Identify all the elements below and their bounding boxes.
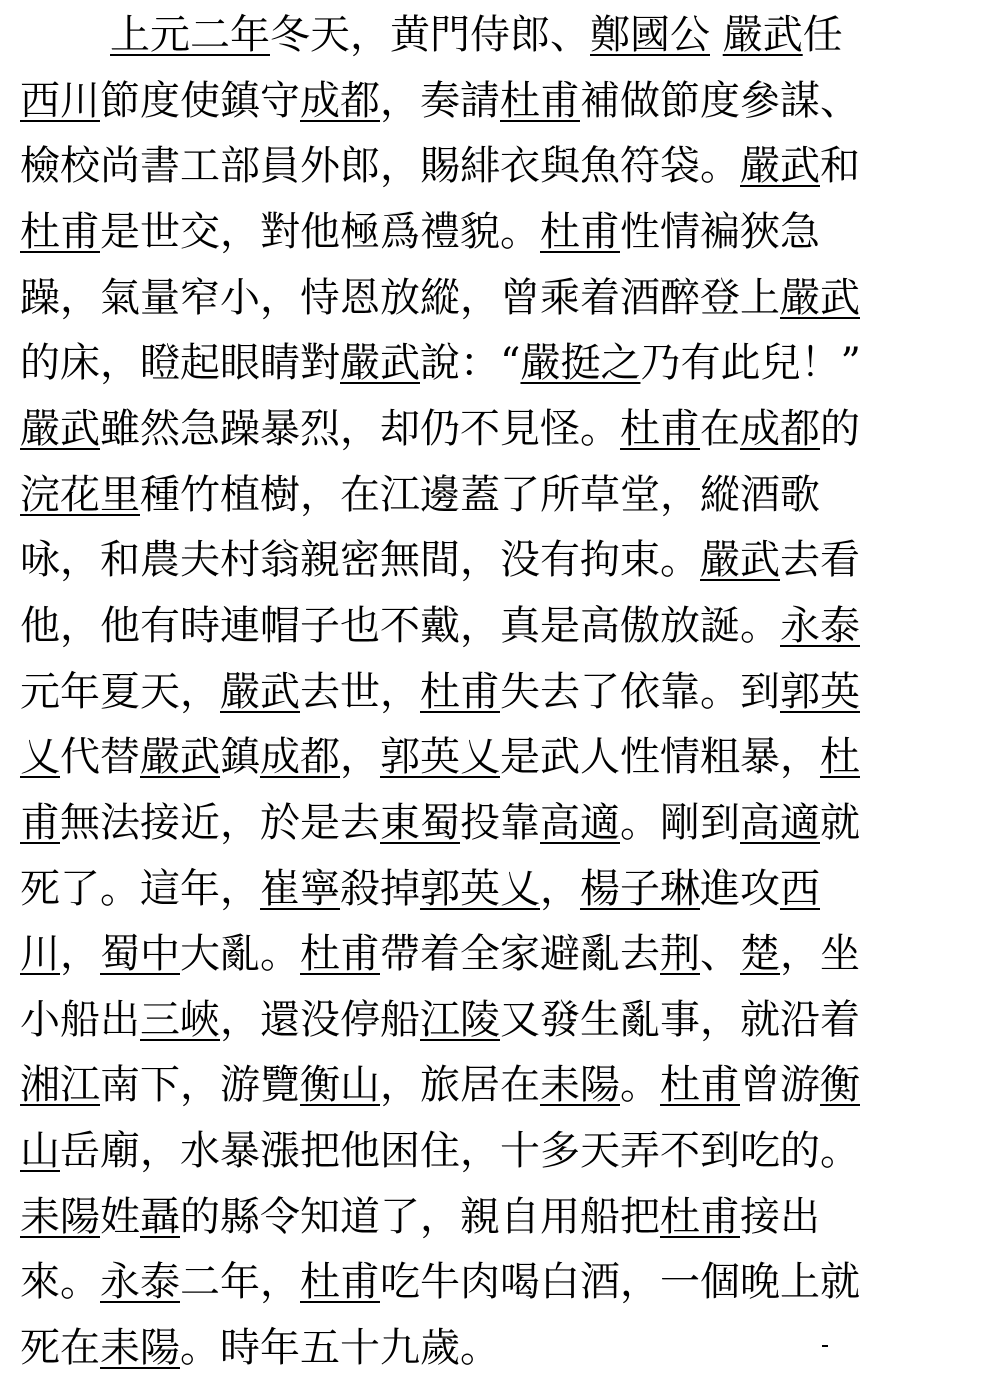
text-run: 和 xyxy=(820,143,860,189)
text-run: 節度使鎮守 xyxy=(100,78,300,124)
proper-noun: 杜甫 xyxy=(540,209,620,255)
text-run: 死了。這年， xyxy=(20,866,260,912)
text-run: 進攻 xyxy=(700,866,780,912)
proper-noun: 嚴武 xyxy=(140,734,220,780)
text-run: 他，他有時連帽子也不戴，真是高傲放誕。 xyxy=(20,603,780,649)
text-line xyxy=(20,591,935,661)
proper-noun: 聶 xyxy=(140,1194,180,1240)
text-run: 又發生亂事，就沿着 xyxy=(500,997,860,1043)
text-run: ， xyxy=(60,931,100,977)
proper-noun: 崔寧 xyxy=(260,866,340,912)
text-run: ， xyxy=(540,866,580,912)
text-line xyxy=(20,919,935,989)
text-line xyxy=(20,854,935,924)
scan-mark xyxy=(822,1345,828,1347)
text-run: 乃有此兒！” xyxy=(640,340,861,386)
text-run: 補做節度參謀、 xyxy=(580,78,860,124)
proper-noun: 郭英 xyxy=(780,669,860,715)
text-line xyxy=(20,788,935,858)
text-line xyxy=(20,1313,935,1383)
proper-noun: 成都 xyxy=(260,734,340,780)
text-run: ，還没停船 xyxy=(220,997,420,1043)
proper-noun: 杜甫 xyxy=(660,1194,740,1240)
text-line xyxy=(20,1116,935,1186)
text-run: 說：“ xyxy=(420,340,521,386)
proper-noun: 嚴挺之 xyxy=(520,340,641,386)
proper-noun: 杜 xyxy=(820,734,860,780)
proper-noun: 乂 xyxy=(20,734,60,780)
text-run: 是世交，對他極爲禮貌。 xyxy=(100,209,540,255)
proper-noun: 杜甫 xyxy=(620,406,700,452)
text-run: ，旅居在 xyxy=(380,1062,540,1108)
text-run: 無法接近，於是去 xyxy=(60,800,380,846)
text-run: 姓 xyxy=(100,1194,140,1240)
proper-noun: 郭英乂 xyxy=(380,734,500,780)
proper-noun: 三峽 xyxy=(140,997,220,1043)
text-run: 大亂。 xyxy=(180,931,300,977)
proper-noun: 甫 xyxy=(20,800,60,846)
text-run: 去世， xyxy=(300,669,420,715)
proper-noun: 嚴武 xyxy=(20,406,100,452)
proper-noun: 嚴武 xyxy=(740,143,820,189)
text-run: 。時年五十九歲。 xyxy=(180,1325,500,1371)
text-run: 岳廟，水暴漲把他困住，十多天弄不到吃的。 xyxy=(60,1128,860,1174)
proper-noun: 山 xyxy=(20,1128,60,1174)
text-run: 去看 xyxy=(780,537,860,583)
text-run: 、 xyxy=(700,931,740,977)
text-run xyxy=(710,12,723,58)
text-run: 的縣令知道了，親自用船把 xyxy=(180,1194,660,1240)
text-run: ，奏請 xyxy=(380,78,500,124)
text-run: 元年夏天， xyxy=(20,669,220,715)
proper-noun: 高適 xyxy=(540,800,620,846)
text-line xyxy=(20,985,935,1055)
proper-noun: 江陵 xyxy=(420,997,500,1043)
proper-noun: 成都 xyxy=(300,78,380,124)
proper-noun: 西 xyxy=(780,866,820,912)
proper-noun: 衡山 xyxy=(300,1062,380,1108)
proper-noun: 永泰 xyxy=(100,1259,180,1305)
proper-noun: 湘江 xyxy=(20,1062,100,1108)
text-run: 。剛到 xyxy=(620,800,740,846)
proper-noun: 川 xyxy=(20,931,60,977)
proper-noun: 西川 xyxy=(20,78,100,124)
text-run: 任 xyxy=(802,12,843,58)
proper-noun: 高適 xyxy=(740,800,820,846)
text-run: 在 xyxy=(700,406,740,452)
text-run: 鎮 xyxy=(220,734,260,780)
text-run: 南下，游覽 xyxy=(100,1062,300,1108)
text-run: 投靠 xyxy=(460,800,540,846)
proper-noun: 杜甫 xyxy=(20,209,100,255)
proper-noun: 永泰 xyxy=(780,603,860,649)
text-run: 的 xyxy=(820,406,860,452)
proper-noun: 嚴武 xyxy=(780,275,860,321)
proper-noun: 嚴武 xyxy=(220,669,300,715)
proper-noun: 荆 xyxy=(660,931,700,977)
proper-noun: 耒陽 xyxy=(540,1062,620,1108)
text-line xyxy=(20,131,935,201)
text-run: 檢校尚書工部員外郎，賜緋衣與魚符袋。 xyxy=(20,143,740,189)
text-run: 性情褊狹急 xyxy=(620,209,820,255)
text-run: 。 xyxy=(620,1062,660,1108)
proper-noun: 耒陽 xyxy=(100,1325,180,1371)
proper-noun: 耒陽 xyxy=(20,1194,100,1240)
proper-noun: 蜀中 xyxy=(100,931,180,977)
text-run: 帶着全家避亂去 xyxy=(380,931,660,977)
text-run: 種竹植樹，在江邊蓋了所草堂，縱酒歌 xyxy=(140,472,820,518)
text-run: 曾游 xyxy=(740,1062,820,1108)
text-run: 雖然急躁暴烈，却仍不見怪。 xyxy=(100,406,620,452)
proper-noun: 楊子琳 xyxy=(580,866,700,912)
text-run: 咏，和農夫村翁親密無間，没有拘束。 xyxy=(20,537,700,583)
text-run: ，坐 xyxy=(780,931,860,977)
proper-noun: 東蜀 xyxy=(380,800,460,846)
text-line xyxy=(20,1050,935,1120)
text-line xyxy=(20,263,935,333)
text-run: 來。 xyxy=(20,1259,100,1305)
text-line xyxy=(110,0,935,70)
text-run: 就 xyxy=(820,800,860,846)
text-run: 代替 xyxy=(60,734,140,780)
text-run: 是武人性情粗暴， xyxy=(500,734,820,780)
text-line xyxy=(20,328,935,398)
text-run: 冬天，黄門侍郎、 xyxy=(270,12,590,58)
text-line xyxy=(20,197,935,267)
text-line xyxy=(20,657,935,727)
text-run: 的床，瞪起眼睛對 xyxy=(20,340,340,386)
proper-noun: 杜甫 xyxy=(500,78,580,124)
proper-noun: 成都 xyxy=(740,406,820,452)
text-line xyxy=(20,66,935,136)
proper-noun: 浣花里 xyxy=(20,472,140,518)
text-run: 接出 xyxy=(740,1194,820,1240)
text-line xyxy=(20,525,935,595)
proper-noun: 鄭國公 xyxy=(590,12,710,58)
proper-noun: 杜甫 xyxy=(300,931,380,977)
proper-noun: 杜甫 xyxy=(300,1259,380,1305)
text-run: 二年， xyxy=(180,1259,300,1305)
text-line xyxy=(20,1247,935,1317)
text-run: 小船出 xyxy=(20,997,140,1043)
text-line xyxy=(20,460,935,530)
proper-noun: 衡 xyxy=(820,1062,860,1108)
text-run: 吃牛肉喝白酒，一個晚上就 xyxy=(380,1259,860,1305)
proper-noun: 郭英乂 xyxy=(420,866,540,912)
proper-noun: 杜甫 xyxy=(420,669,500,715)
text-line xyxy=(20,1182,935,1252)
proper-noun: 杜甫 xyxy=(660,1062,740,1108)
text-run: 躁，氣量窄小，恃恩放縱，曾乘着酒醉登上 xyxy=(20,275,780,321)
proper-noun: 楚 xyxy=(740,931,780,977)
proper-noun: 上元二年 xyxy=(110,12,270,58)
text-run: 死在 xyxy=(20,1325,100,1371)
text-line xyxy=(20,722,935,792)
text-run: ， xyxy=(340,734,380,780)
proper-noun: 嚴武 xyxy=(722,12,803,58)
text-run: 失去了依靠。到 xyxy=(500,669,780,715)
proper-noun: 嚴武 xyxy=(340,340,420,386)
text-line xyxy=(20,394,935,464)
text-run: 殺掉 xyxy=(340,866,420,912)
proper-noun: 嚴武 xyxy=(700,537,780,583)
